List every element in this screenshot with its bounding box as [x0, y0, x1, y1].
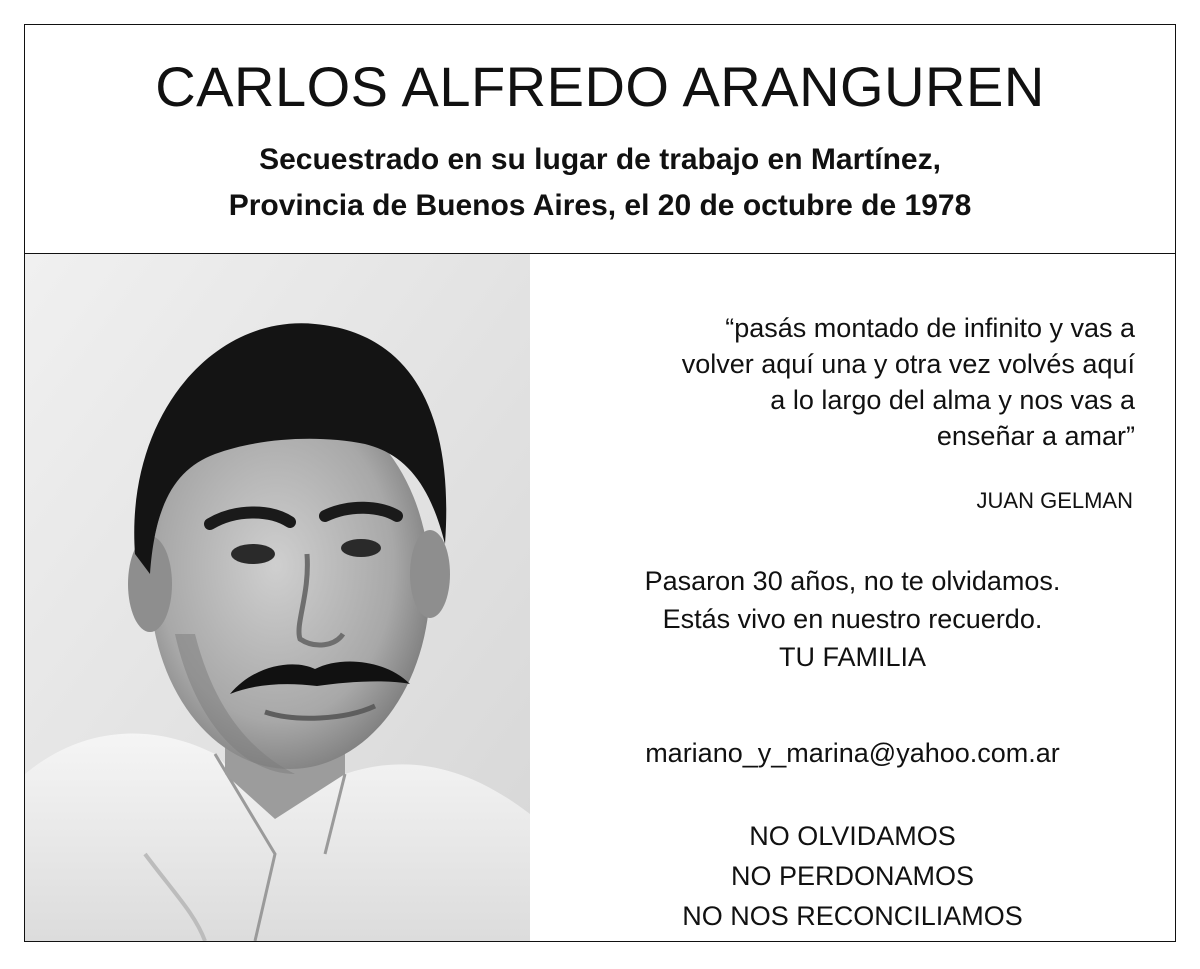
message-line: Pasaron 30 años, no te olvidamos.	[644, 566, 1061, 596]
subtitle-line-2: Provincia de Buenos Aires, el 20 de octubre de 1978	[228, 189, 972, 222]
slogan	[530, 816, 1175, 936]
slogan-line: NO OLVIDAMOS	[749, 821, 956, 851]
slogan-line: NO NOS RECONCILIAMOS	[682, 901, 1023, 931]
person-name: CARLOS ALFREDO ARANGUREN	[155, 55, 1045, 118]
notice-header	[25, 25, 1175, 254]
contact-email: mariano_y_marina@yahoo.com.ar	[645, 738, 1060, 768]
poem-quote	[682, 310, 1135, 454]
family-message	[530, 562, 1175, 676]
portrait-photo	[25, 254, 530, 941]
quote-line: “pasás montado de infinito y vas a	[725, 313, 1135, 343]
message-signature: TU FAMILIA	[778, 642, 927, 672]
quote-author: JUAN GELMAN	[976, 488, 1133, 513]
quote-line: enseñar a amar”	[936, 421, 1135, 451]
quote-line: volver aquí una y otra vez volvés aquí	[681, 349, 1135, 379]
text-panel	[530, 254, 1175, 941]
slogan-line: NO PERDONAMOS	[730, 861, 975, 891]
message-line: Estás vivo en nuestro recuerdo.	[662, 604, 1043, 634]
memorial-notice	[24, 24, 1176, 942]
quote-line: a lo largo del alma y nos vas a	[770, 385, 1135, 415]
subtitle-line-1: Secuestrado en su lugar de trabajo en Martínez,	[259, 143, 941, 176]
